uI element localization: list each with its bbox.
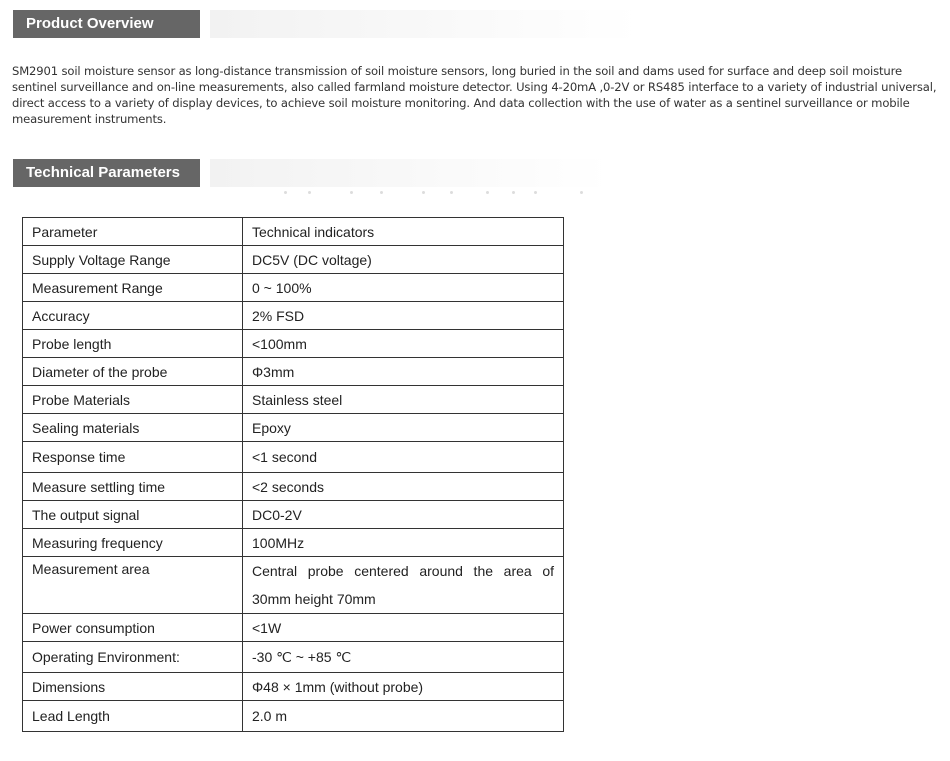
param-name: Probe length [23,330,243,358]
param-name: Accuracy [23,302,243,330]
product-overview-title: Product Overview [26,15,154,32]
table-row [23,557,564,614]
param-name: Dimensions [23,673,243,701]
table-header-row [23,218,564,246]
table-row [23,302,564,330]
table-row [23,442,564,473]
technical-parameters-table [22,217,564,732]
product-overview-text: SM2901 soil moisture sensor as long-distance transmission of soil moisture sensors, long buried in the soil and dams used for surface and deep soil moisture sentinel surveillance and on-line measurements, also called farmland moisture detector. Using 4-20mA ,0-2V or RS485 interface to a variety of industrial universal, direct access to a variety of display devices, to achieve soil moisture monitoring. And data collection with the use of water as a sentinel surveillance or mobile measurement instruments. [12,64,937,126]
param-name: Sealing materials [23,414,243,442]
param-name: Operating Environment: [23,642,243,673]
table-row [23,701,564,732]
param-value: DC0-2V [243,501,564,529]
table-row [23,358,564,386]
param-value: Epoxy [243,414,564,442]
param-value: 100MHz [243,529,564,557]
table-row [23,529,564,557]
dotted-decoration [280,191,590,195]
table-row [23,274,564,302]
param-name: Measuring frequency [23,529,243,557]
technical-parameters-title: Technical Parameters [26,164,180,181]
param-value: <100mm [243,330,564,358]
param-value: DC5V (DC voltage) [243,246,564,274]
param-name: Measurement area [23,557,243,614]
header-cell-indicators: Technical indicators [243,218,564,246]
product-overview-heading [13,10,200,38]
param-value: <1W [243,614,564,642]
param-name: Lead Length [23,701,243,732]
param-value: 0 ~ 100% [243,274,564,302]
param-value: Φ48 × 1mm (without probe) [243,673,564,701]
table-row [23,386,564,414]
table-row [23,473,564,501]
technical-parameters-heading [13,159,200,187]
param-name: Power consumption [23,614,243,642]
param-value: -30 ℃ ~ +85 ℃ [243,642,564,673]
param-name: Probe Materials [23,386,243,414]
heading-fade-decoration [210,10,640,38]
param-value: <1 second [243,442,564,473]
param-value: 2% FSD [243,302,564,330]
param-name: Measurement Range [23,274,243,302]
table-row [23,246,564,274]
param-value: <2 seconds [243,473,564,501]
table-row [23,614,564,642]
table-row [23,501,564,529]
table-row [23,414,564,442]
header-cell-parameter: Parameter [23,218,243,246]
param-name: Diameter of the probe [23,358,243,386]
table-row [23,330,564,358]
param-name: Response time [23,442,243,473]
table-row [23,642,564,673]
param-value: Φ3mm [243,358,564,386]
heading-fade-decoration [210,159,610,187]
param-name: The output signal [23,501,243,529]
table-row [23,673,564,701]
param-value: Stainless steel [243,386,564,414]
param-name: Measure settling time [23,473,243,501]
param-value: Central probe centered around the area of 30mm height 70mm [243,557,564,614]
param-name: Supply Voltage Range [23,246,243,274]
param-value: 2.0 m [243,701,564,732]
